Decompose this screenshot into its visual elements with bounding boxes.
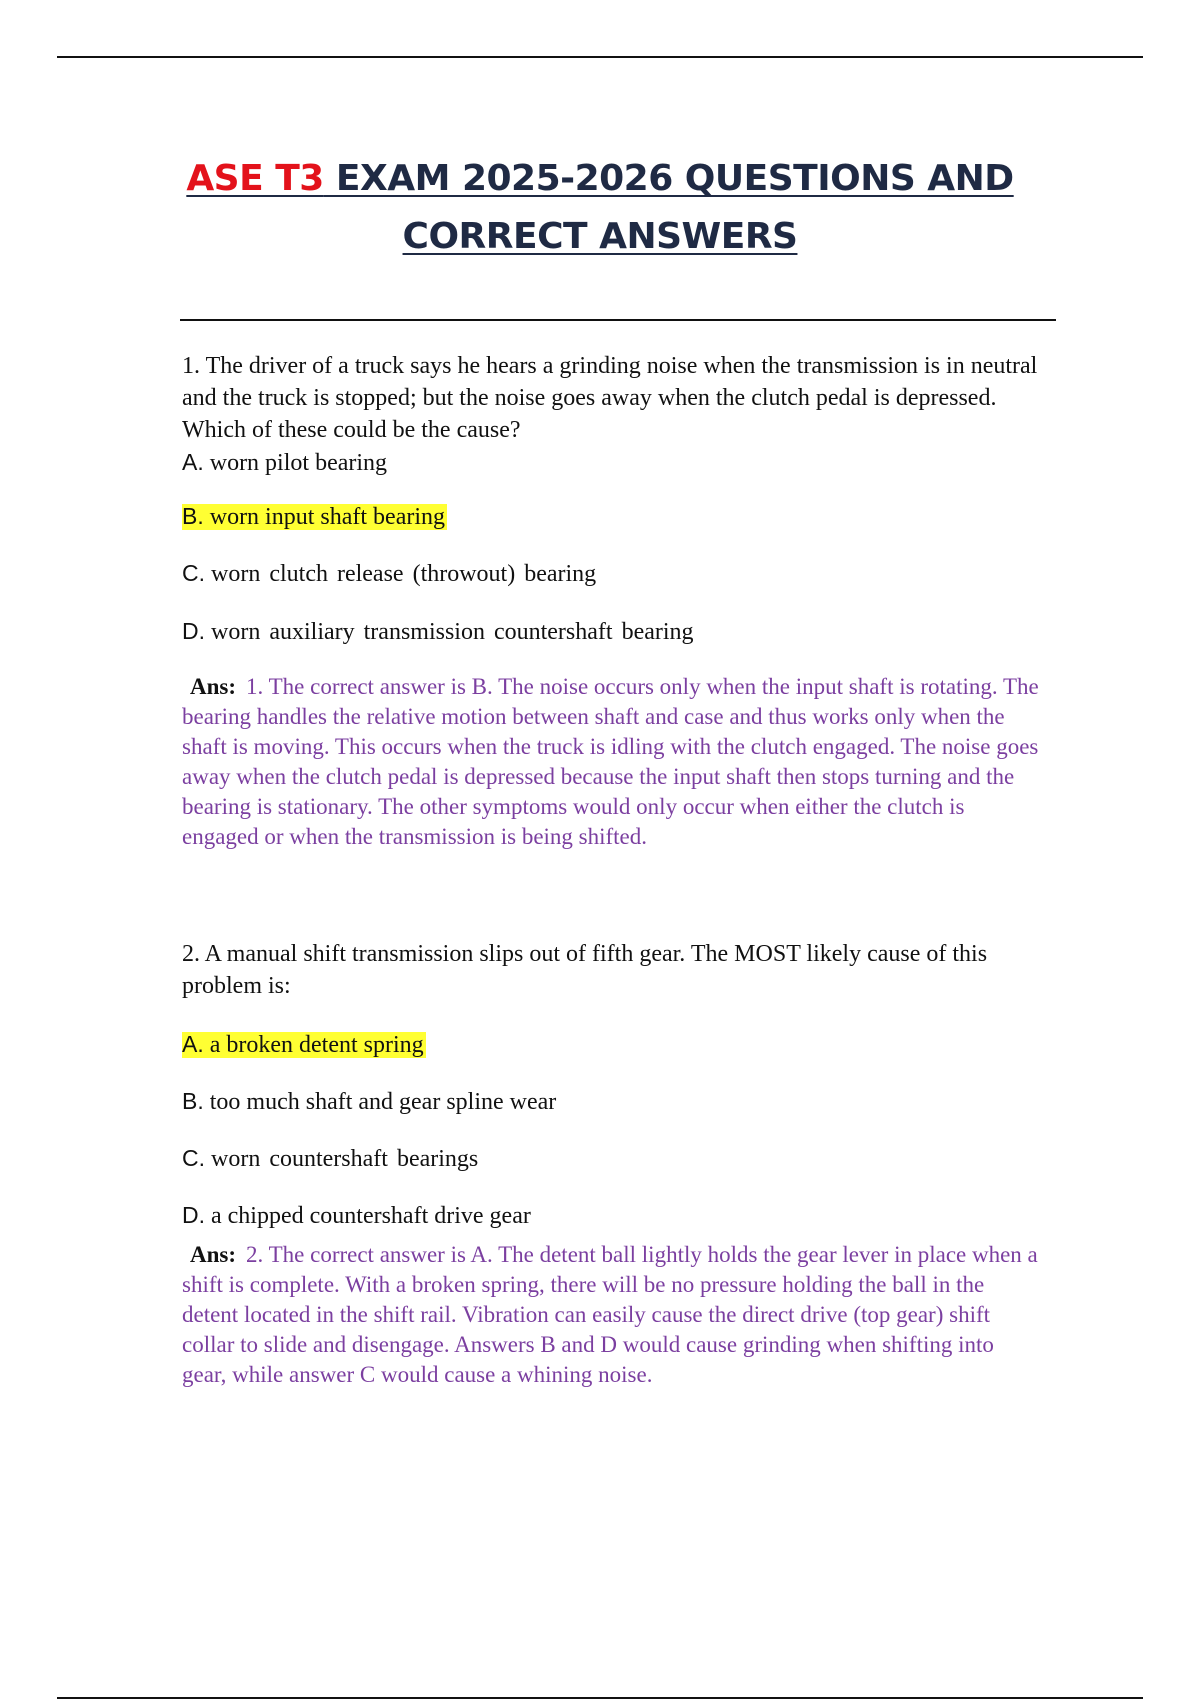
top-rule [57,56,1143,58]
question-2-text: 2. A manual shift transmission slips out of fifth gear. The MOST likely cause of this problem is: [182,941,988,999]
option-letter: B. [182,1088,204,1114]
title-red-part: ASE T3 [186,158,324,199]
question-2-option-b[interactable] [182,1086,556,1117]
question-2-option-a[interactable] [182,1029,426,1060]
option-letter: C. [182,1145,205,1171]
answer-label: Ans: [190,1242,237,1267]
option-text: worn auxiliary transmission countershaft bearing [211,619,694,645]
option-text: worn clutch release (throwout) bearing [211,561,597,587]
question-1-option-d[interactable] [182,616,694,647]
question-1-option-c[interactable] [182,558,596,589]
question-1-answer [182,672,1042,852]
title-line-1 [186,150,1013,208]
option-text: worn countershaft bearings [211,1146,479,1172]
question-1-option-a[interactable] [182,447,387,478]
option-letter: A. [182,1031,204,1057]
option-letter: D. [182,1202,205,1228]
answer-explanation: 2. The correct answer is A. The detent ball lightly holds the gear lever in place when a shift is complete. With a broken spring, there will be no pressure holding the ball in the detent located in the shift rail. Vibration can easily cause the direct drive (top gear) shift collar to slide and disengage. Answers B and D would cause grinding when shifting into gear, while answer C would cause a whining noise. [182,1242,1038,1387]
option-letter: B. [182,503,204,529]
answer-label: Ans: [190,674,237,699]
document-title [0,150,1200,266]
title-separator-rule [180,319,1056,321]
bottom-rule [57,1697,1143,1699]
question-2-answer [182,1240,1042,1390]
option-text: too much shaft and gear spline wear [209,1089,557,1115]
correct-option-highlight [182,1032,426,1058]
option-text: a chipped countershaft drive gear [211,1203,531,1229]
option-text: a broken detent spring [209,1032,424,1058]
option-text: worn input shaft bearing [209,504,446,530]
option-letter: D. [182,618,205,644]
option-letter: A. [182,449,204,475]
question-2-option-d[interactable] [182,1200,531,1231]
title-rest-part: EXAM 2025-2026 QUESTIONS AND [323,158,1014,199]
question-1-text: 1. The driver of a truck says he hears a grinding noise when the transmission is in neutral and the truck is stopped; but the noise goes away when the clutch pedal is depressed. Which of these could be the cause? [182,353,1038,443]
question-1-option-b[interactable] [182,501,447,532]
answer-explanation: 1. The correct answer is B. The noise occurs only when the input shaft is rotating. The bearing handles the relative motion between shaft and case and thus works only when the shaft is moving. This occurs when the truck is idling with the clutch engaged. The noise goes away when the clutch pedal is depressed because the input shaft then stops turning and the bearing is stationary. The other symptoms would only occur when either the clutch is engaged or when the transmission is being shifted. [182,674,1039,849]
title-line-2: CORRECT ANSWERS [402,216,798,257]
option-text: worn pilot bearing [209,450,388,476]
correct-option-highlight [182,504,447,530]
question-2-option-c[interactable] [182,1143,478,1174]
option-letter: C. [182,560,205,586]
